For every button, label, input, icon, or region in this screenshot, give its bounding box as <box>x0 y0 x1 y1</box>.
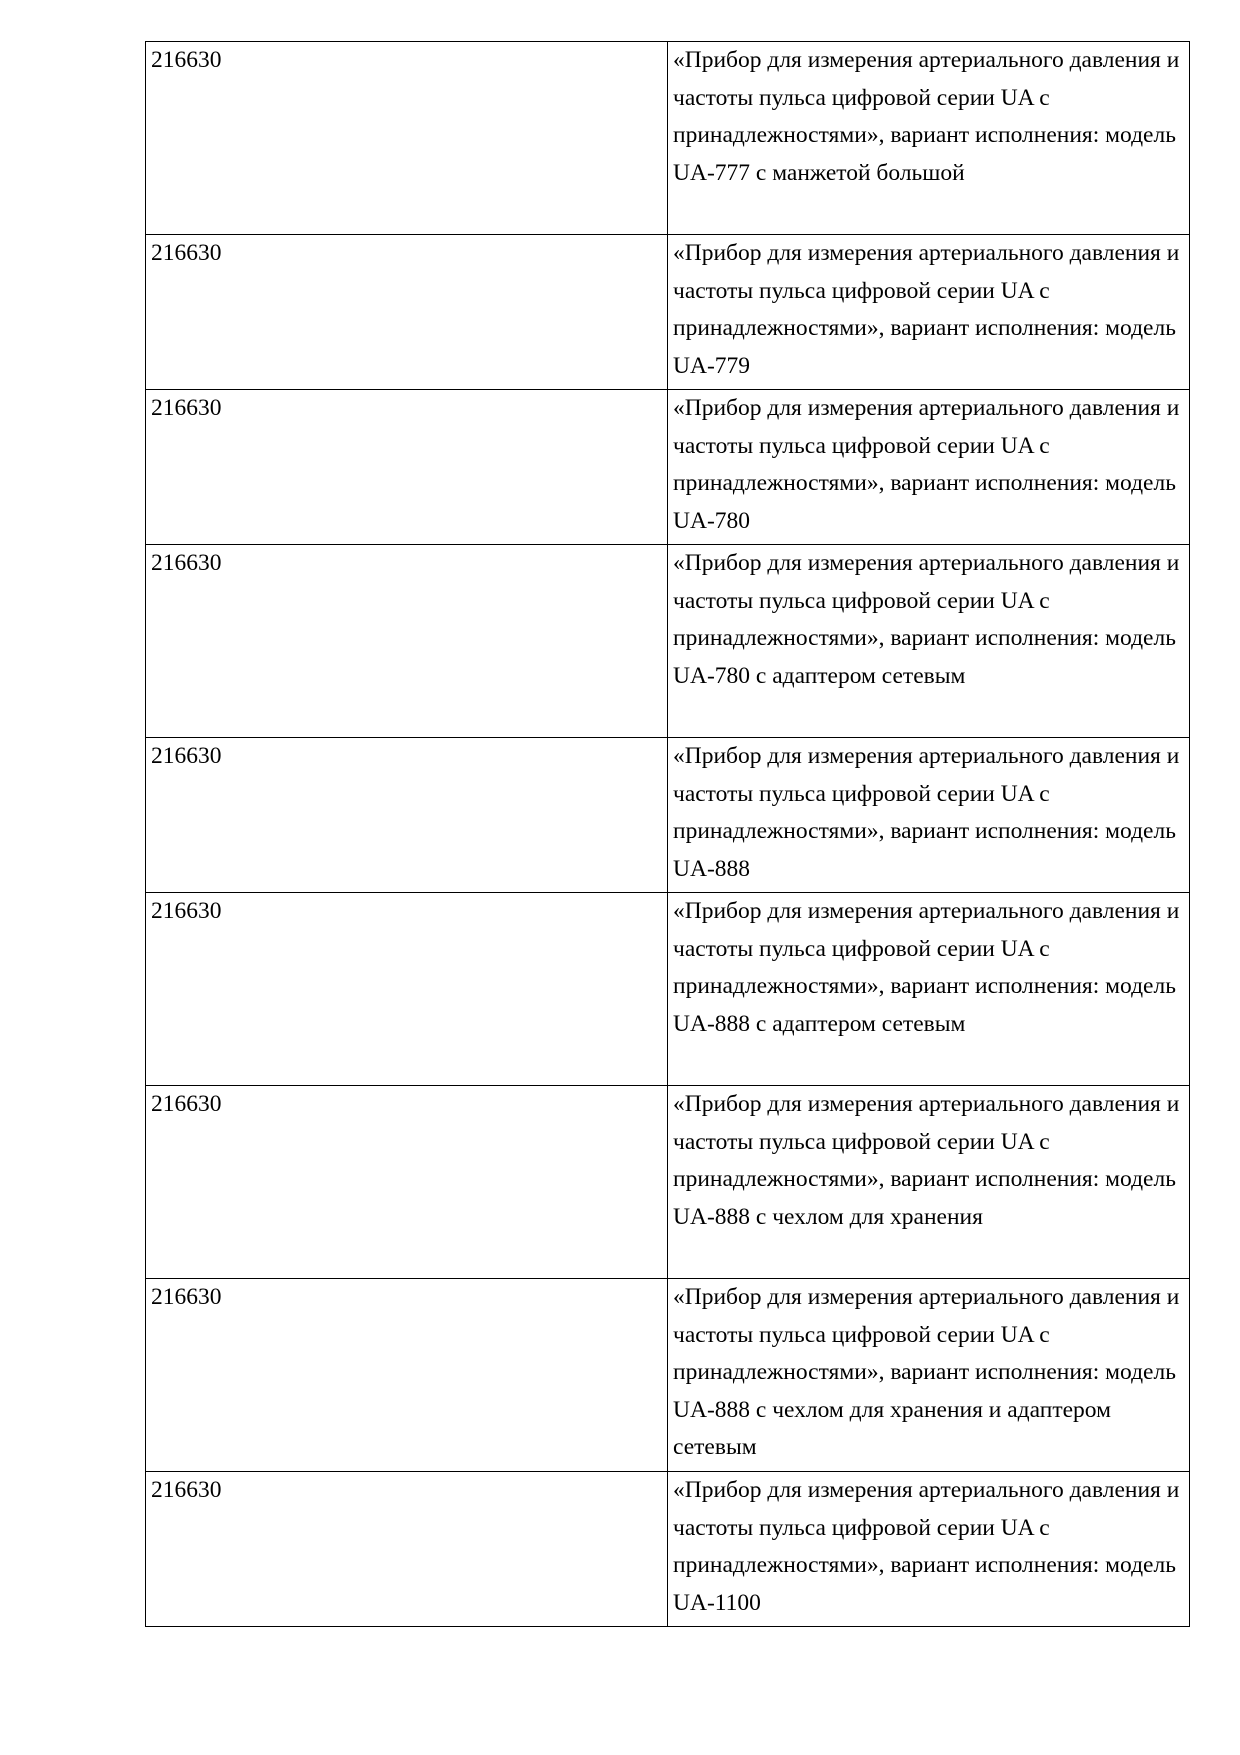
code-cell: 216630 <box>146 42 668 235</box>
description-cell: «Прибор для измерения артериального давления и частоты пульса цифровой серии UA с принадлежностями», вариант исполнения: модель UA-888 с чехлом для хранения <box>668 1086 1190 1279</box>
code-cell: 216630 <box>146 235 668 390</box>
device-table <box>145 41 1190 1627</box>
code-cell: 216630 <box>146 893 668 1086</box>
table-row <box>146 545 1190 738</box>
description-cell: «Прибор для измерения артериального давления и частоты пульса цифровой серии UA с принадлежностями», вариант исполнения: модель UA-1100 <box>668 1472 1190 1627</box>
code-cell: 216630 <box>146 390 668 545</box>
description-cell: «Прибор для измерения артериального давления и частоты пульса цифровой серии UA с принадлежностями», вариант исполнения: модель UA-779 <box>668 235 1190 390</box>
description-cell: «Прибор для измерения артериального давления и частоты пульса цифровой серии UA с принадлежностями», вариант исполнения: модель UA-888 с чехлом для хранения и адаптером сетевым <box>668 1279 1190 1472</box>
code-cell: 216630 <box>146 545 668 738</box>
code-cell: 216630 <box>146 1472 668 1627</box>
table-row <box>146 42 1190 235</box>
code-cell: 216630 <box>146 738 668 893</box>
description-cell: «Прибор для измерения артериального давления и частоты пульса цифровой серии UA с принадлежностями», вариант исполнения: модель UA-888 с адаптером сетевым <box>668 893 1190 1086</box>
table-row <box>146 390 1190 545</box>
description-cell: «Прибор для измерения артериального давления и частоты пульса цифровой серии UA с принадлежностями», вариант исполнения: модель UA-888 <box>668 738 1190 893</box>
code-cell: 216630 <box>146 1086 668 1279</box>
table-row <box>146 235 1190 390</box>
description-cell: «Прибор для измерения артериального давления и частоты пульса цифровой серии UA с принадлежностями», вариант исполнения: модель UA-780 с адаптером сетевым <box>668 545 1190 738</box>
description-cell: «Прибор для измерения артериального давления и частоты пульса цифровой серии UA с принадлежностями», вариант исполнения: модель UA-777 с манжетой большой <box>668 42 1190 235</box>
table-row <box>146 893 1190 1086</box>
table-row <box>146 738 1190 893</box>
table-row <box>146 1279 1190 1472</box>
table-row <box>146 1086 1190 1279</box>
description-cell: «Прибор для измерения артериального давления и частоты пульса цифровой серии UA с принадлежностями», вариант исполнения: модель UA-780 <box>668 390 1190 545</box>
table-row <box>146 1472 1190 1627</box>
code-cell: 216630 <box>146 1279 668 1472</box>
